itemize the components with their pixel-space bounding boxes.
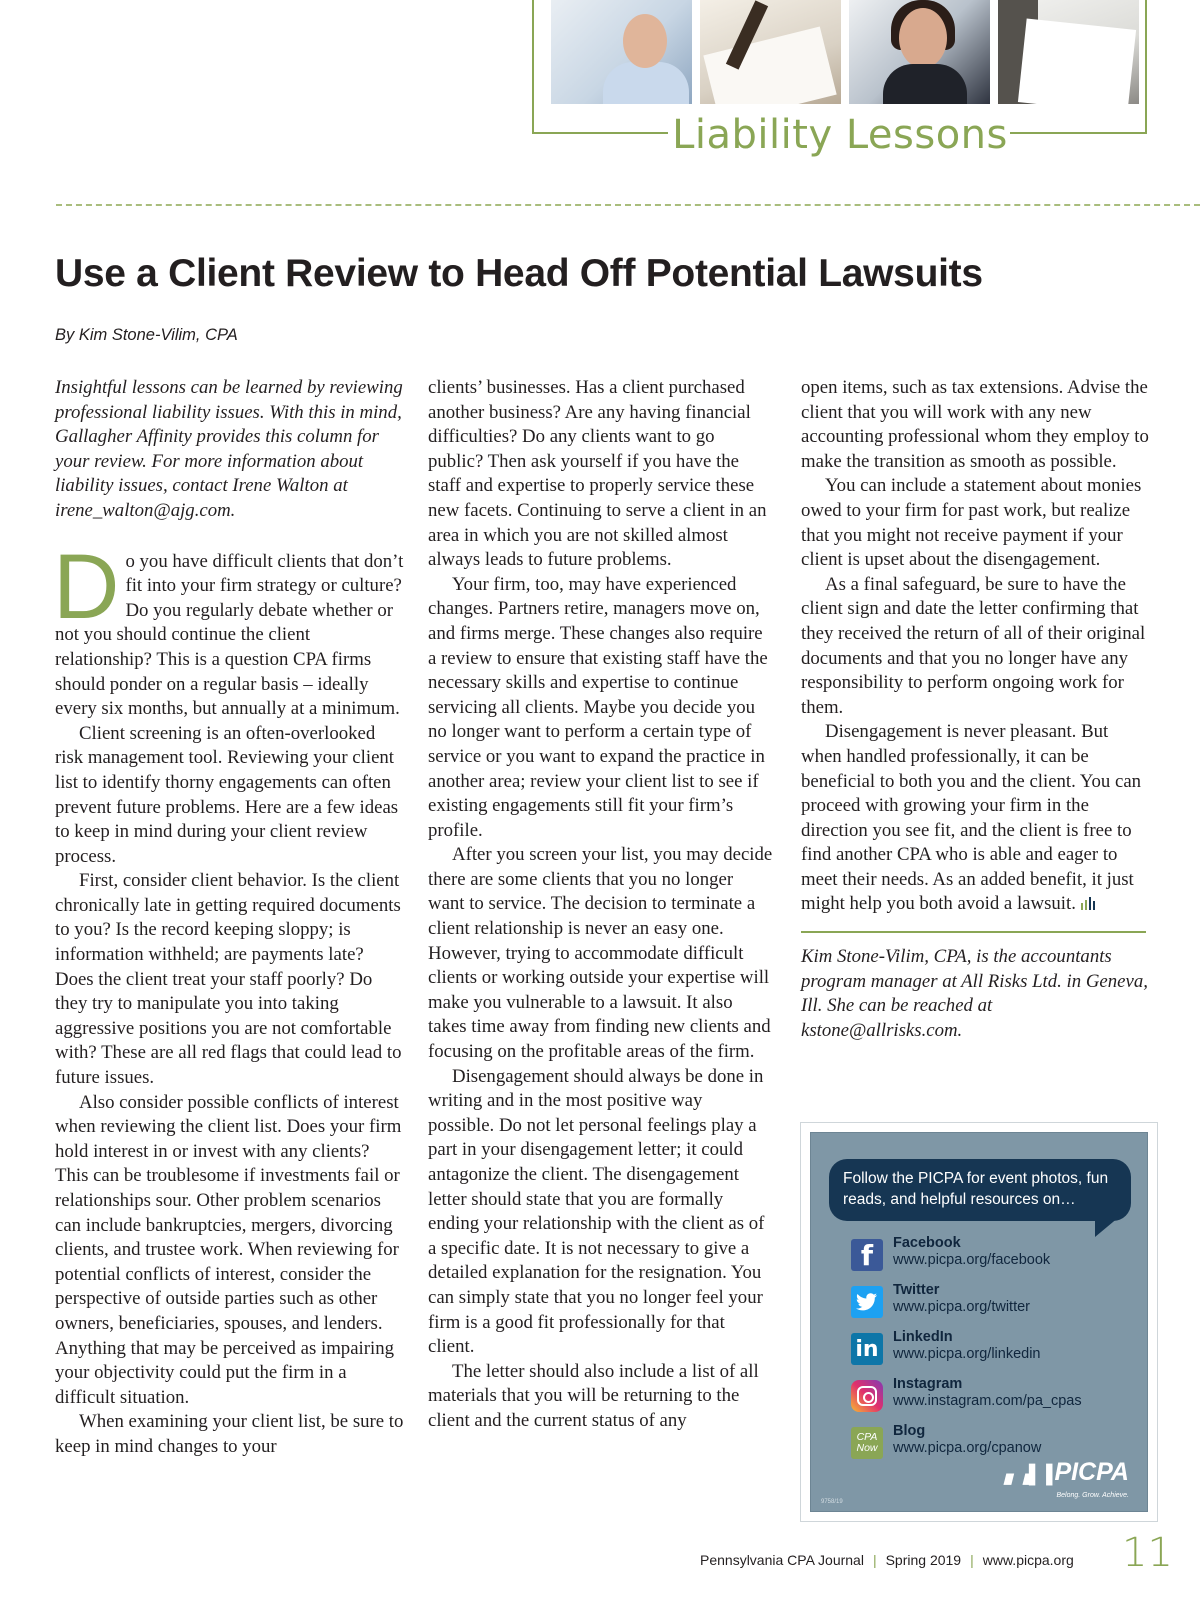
picpa-end-mark-icon: [1080, 897, 1098, 911]
social-list: [851, 1235, 1141, 1470]
article-paragraph: Disengagement is never pleasant. But when handled professionally, it can be beneficial to both you and the client. You can proceed with growing your firm in the direction you see fit, and the client is free to find another CPA who is able and eager to meet their needs. As an added benefit, it just might help you both avoid a lawsuit.: [801, 721, 1142, 915]
section-title: Liability Lessons: [672, 112, 1008, 158]
cpa-now-icon: CPA Now: [851, 1427, 883, 1459]
ad-code: 9758/19: [821, 1499, 843, 1505]
social-name: Facebook: [893, 1235, 961, 1251]
article-paragraph: Your firm, too, may have experienced changes. Partners retire, managers move on, and firms merge. These changes also require a review to ensure that existing staff have the necessary skills and expertise to continue servicing all clients. Maybe you decide you no longer want to perform a certain type of service or you want to expand the practice in another area; review your client list to see if existing engagements still fit your firm’s profile.: [428, 573, 768, 841]
article-paragraph: open items, such as tax extensions. Advise the client that you will work with any new accounting professional whom they employ to make the transition as smooth as possible.: [801, 377, 1149, 472]
article-column-2: [428, 376, 773, 1434]
picpa-social-ad: [810, 1132, 1148, 1512]
social-url[interactable]: www.picpa.org/twitter: [893, 1299, 1030, 1315]
dashed-divider: [56, 204, 1200, 206]
drop-cap: D: [53, 535, 120, 638]
article-paragraph: Also consider possible conflicts of interest when reviewing the client list. Does your firm hold interest in or invest with any clients? This can be troublesome if investments fail or relationships sour. Other problem scenarios can include bankruptcies, mergers, divorcing clients, and trustee work. When reviewing for potential conflicts of interest, consider the perspective of outside parties such as other owners, beneficiaries, spouses, and lenders. Anything that may be perceived as impairing your objectivity could put the firm in a difficult situation.: [55, 1091, 402, 1408]
bio-divider: [801, 931, 1146, 933]
header-frame-left: [532, 0, 534, 134]
article-column-1: [55, 376, 405, 1460]
social-url[interactable]: www.instagram.com/pa_cpas: [893, 1393, 1082, 1409]
article-paragraph: Disengagement should always be done in writing and in the most positive way possible. Do not let personal feelings play a part in your disengagement letter; it could antagonize the client. The disengagement letter should state that you are formally ending your relationship with the client as of a specific date. It is not necessary to give a detailed explanation for the resignation. You can simply state that you no longer feel your firm is a good fit professionally for that client.: [428, 1065, 765, 1358]
social-name: Instagram: [893, 1376, 963, 1392]
handing-document-photo: [998, 0, 1139, 104]
footer-separator: |: [970, 1552, 974, 1568]
social-url[interactable]: www.picpa.org/linkedin: [893, 1346, 1041, 1362]
instagram-icon: [851, 1380, 883, 1412]
article-byline: By Kim Stone-Vilim, CPA: [55, 326, 238, 344]
social-item-twitter[interactable]: [851, 1282, 1141, 1329]
facebook-icon: f: [851, 1239, 883, 1271]
footer-journal: Pennsylvania CPA Journal: [700, 1552, 864, 1568]
businessman-on-phone-photo: [551, 0, 692, 104]
page-footer: [700, 1552, 1074, 1568]
article-paragraph: The letter should also include a list of all materials that you will be returning to the client and the current status of any: [428, 1360, 759, 1431]
article-intro: Insightful lessons can be learned by reviewing professional liability issues. With this in mind, Gallagher Affinity provides this column for your review. For more information about liability issues, contact Irene Walton at irene_walton@ajg.com.: [55, 377, 403, 521]
author-bio: Kim Stone-Vilim, CPA, is the accountants program manager at All Risks Ltd. in Geneva, Ill. She can be reached at kstone@allrisks.com.: [801, 946, 1148, 1041]
stressed-woman-photo: [849, 0, 990, 104]
article-paragraph: clients’ businesses. Has a client purchased another business? Are any having financial difficulties? Do any clients want to go public? Then ask yourself if you have the staff and expertise to properly service these new facets. Continuing to serve a client in an area in which you are not skilled almost always leads to future problems.: [428, 377, 767, 571]
header-frame-bottom-left: [532, 132, 668, 134]
social-item-instagram[interactable]: [851, 1376, 1141, 1423]
social-name: Blog: [893, 1423, 926, 1439]
social-item-facebook[interactable]: [851, 1235, 1141, 1282]
social-url[interactable]: www.picpa.org/cpanow: [893, 1440, 1042, 1456]
footer-issue: Spring 2019: [885, 1552, 962, 1568]
article-column-3: [801, 376, 1151, 1043]
article-paragraph: After you screen your list, you may decide there are some clients that you no longer want to service. The decision to terminate a client relationship is never an easy one. However, trying to accommodate difficult clients or working outside your expertise will make you vulnerable to a lawsuit. It also takes time away from finding new clients and focusing on the profitable areas of the firm.: [428, 844, 773, 1063]
pen-signing-document-photo: [700, 0, 841, 104]
article-paragraph: When examining your client list, be sure to keep in mind changes to your: [55, 1411, 404, 1457]
social-item-linkedin[interactable]: [851, 1329, 1141, 1376]
article-paragraph: Client screening is an often-overlooked risk management tool. Reviewing your client list to identify thorny engagements can often prevent future problems. Here are a few ideas to keep in mind during your client review process.: [55, 722, 399, 867]
header-photo-strip: [551, 0, 1139, 104]
social-name: Twitter: [893, 1282, 940, 1298]
article-paragraph: Do you have difficult clients that don’t fit into your firm strategy or culture? Do you regularly debate whether or not you should continue the client relationship? This is a question CPA firms should ponder on a regular basis – ideally every six months, but annually at a minimum.: [53, 535, 404, 720]
ad-speech-bubble-tail: [1095, 1217, 1119, 1237]
header-frame-bottom-right: [1010, 132, 1147, 134]
article-paragraph: You can include a statement about monies owed to your firm for past work, but realize that you might not receive payment if your client is upset about the disengagement.: [801, 475, 1142, 571]
twitter-icon: [851, 1286, 883, 1318]
header-frame-right: [1145, 0, 1147, 134]
social-url[interactable]: www.picpa.org/facebook: [893, 1252, 1051, 1268]
picpa-logo: ▖▗▌▐ PICPA: [1005, 1458, 1129, 1486]
page-number: 11: [1122, 1530, 1173, 1576]
footer-separator: |: [872, 1552, 877, 1568]
picpa-tagline: Belong. Grow. Achieve.: [1056, 1492, 1129, 1499]
article-headline: Use a Client Review to Head Off Potential Lawsuits: [55, 252, 983, 295]
picpa-logo-mark-icon: ▖▗▌▐: [1005, 1464, 1051, 1484]
footer-website[interactable]: www.picpa.org: [982, 1552, 1074, 1568]
linkedin-icon: in: [851, 1333, 883, 1365]
social-name: LinkedIn: [893, 1329, 953, 1345]
ad-speech-bubble: Follow the PICPA for event photos, fun reads, and helpful resources on…: [829, 1159, 1131, 1221]
article-paragraph: First, consider client behavior. Is the client chronically late in getting required documents to you? Is the record keeping sloppy; is information withheld; are payments late? Does the client treat your staff poorly? Do they try to manipulate you into taking aggressive positions you are not comfortable with? These are all red flags that could lead to future issues.: [55, 870, 402, 1089]
article-paragraph: As a final safeguard, be sure to have the client sign and date the letter confirming that they received the return of all of their original documents and that you no longer have any responsibility to perform ongoing work for them.: [801, 573, 1146, 718]
